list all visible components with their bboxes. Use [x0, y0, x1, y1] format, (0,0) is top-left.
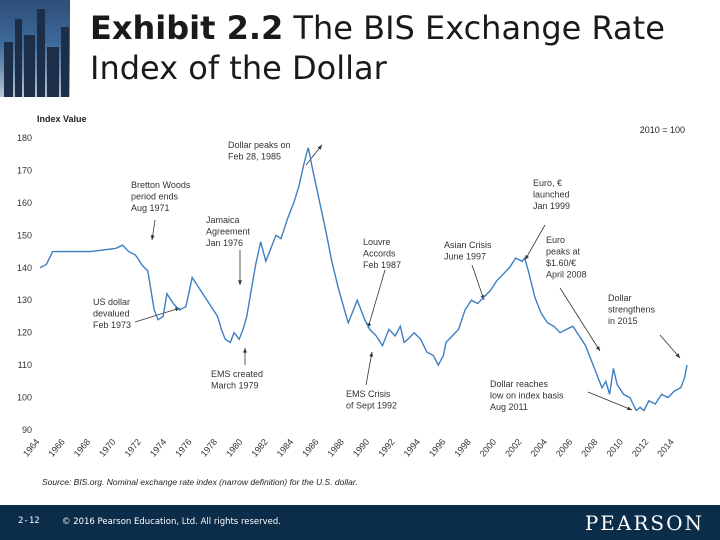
footer-bar: [0, 505, 720, 540]
y-tick-label: 110: [17, 360, 32, 371]
y-tick-labels: [17, 133, 32, 435]
annotation-line: $1.60/€: [546, 258, 577, 268]
x-tick-label: 1996: [426, 436, 448, 459]
x-tick-label: 1978: [198, 436, 220, 459]
source-note: Source: BIS.org. Nominal exchange rate index (narrow definition) for the U.S. dollar.: [42, 477, 358, 487]
annotation-label: [444, 240, 492, 262]
plot-area: [40, 122, 687, 432]
annotation-line: Feb 1987: [363, 260, 402, 270]
page-number: 2-12: [18, 516, 40, 526]
annotation-label: [346, 389, 397, 411]
annotation-line: of Sept 1992: [346, 400, 398, 411]
x-tick-label: 1998: [452, 436, 473, 459]
x-tick-label: 2002: [503, 436, 524, 459]
annotation-line: Louvre: [363, 237, 391, 247]
x-tick-label: 1964: [20, 436, 42, 459]
x-tick-label: 1976: [173, 436, 194, 459]
x-tick-labels: [21, 437, 676, 459]
x-tick-label: 2012: [629, 436, 651, 459]
x-tick-label: 2000: [477, 436, 499, 459]
x-tick-label: 1972: [122, 436, 144, 459]
annotation-line: June 1997: [444, 251, 487, 262]
annotation-line: March 1979: [211, 380, 259, 391]
x-tick-label: 1966: [46, 436, 67, 459]
x-tick-label: 2008: [579, 436, 600, 459]
annotation-line: Dollar: [608, 293, 632, 303]
annotation-line: Agreement: [206, 226, 251, 237]
pearson-logo: PEARSON: [584, 511, 704, 535]
x-tick-label: 1986: [300, 436, 321, 459]
annotation-label: [211, 369, 263, 391]
x-tick-label: 1974: [147, 436, 169, 459]
annotation-line: Aug 1971: [131, 203, 170, 213]
y-tick-label: 90: [21, 425, 32, 435]
annotation-line: Jan 1999: [533, 201, 571, 211]
annotation-line: Dollar reaches: [490, 379, 549, 389]
annotation-line: EMS created: [211, 369, 264, 379]
y-tick-label: 170: [16, 165, 32, 176]
exhibit-number: Exhibit 2.2: [90, 9, 284, 47]
annotation-line: EMS Crisis: [346, 389, 391, 399]
x-tick-label: 1968: [71, 436, 93, 459]
annotation-line: peaks at: [546, 246, 581, 257]
annotation-line: Jan 1976: [206, 238, 244, 248]
y-tick-label: 160: [16, 197, 32, 208]
x-tick-label: 1984: [274, 436, 296, 459]
y-tick-label: 180: [16, 133, 32, 143]
annotation-line: Feb 1973: [93, 320, 132, 330]
annotation-label: [93, 297, 131, 330]
y-axis-label: Index Value: [37, 114, 87, 124]
base-note: 2010 = 100: [639, 125, 685, 135]
annotation-line: April 2008: [546, 269, 587, 280]
x-tick-label: 1970: [97, 436, 118, 459]
x-tick-label: 1990: [350, 436, 372, 459]
annotation-line: Aug 2011: [490, 402, 528, 412]
annotation-line: Accords: [363, 248, 396, 259]
y-tick-label: 100: [16, 392, 32, 403]
annotation-line: period ends: [131, 191, 179, 202]
x-tick-label: 1982: [249, 436, 270, 459]
annotation-line: in 2015: [608, 316, 638, 326]
cityscape-photo: [0, 0, 70, 97]
y-tick-label: 130: [16, 295, 32, 306]
x-tick-label: 1992: [376, 436, 397, 459]
y-tick-label: 150: [16, 230, 32, 241]
y-tick-label: 140: [16, 262, 32, 273]
annotation-line: strengthens: [608, 304, 656, 315]
annotation-line: devalued: [93, 308, 130, 319]
title-line-1: The BIS Exchange Rate: [293, 9, 665, 47]
x-tick-label: 2010: [604, 436, 626, 459]
annotation-line: Bretton Woods: [131, 180, 191, 190]
x-tick-label: 2004: [528, 436, 549, 459]
x-tick-label: 1988: [325, 436, 347, 459]
slide-title: [90, 8, 710, 88]
annotation-line: low on index basis: [490, 390, 564, 401]
title-line-2: Index of the Dollar: [90, 49, 387, 87]
y-tick-label: 120: [16, 327, 32, 338]
annotation-line: Feb 28, 1985: [228, 151, 282, 162]
annotation-line: Euro, €: [533, 178, 563, 188]
copyright-text: © 2016 Pearson Education, Ltd. All rights reserved.: [62, 517, 281, 527]
annotation-line: Dollar peaks on: [228, 140, 291, 150]
x-tick-label: 1994: [401, 436, 423, 459]
x-tick-label: 1980: [223, 436, 245, 459]
x-tick-label: 2014: [655, 436, 676, 459]
annotation-line: Asian Crisis: [444, 240, 492, 250]
annotation-line: launched: [533, 189, 570, 200]
exchange-rate-chart: [0, 100, 720, 500]
annotation-line: US dollar: [93, 297, 131, 307]
annotation-line: Euro: [546, 235, 566, 245]
annotation-line: Jamaica: [206, 215, 240, 225]
x-tick-label: 2006: [553, 436, 575, 459]
